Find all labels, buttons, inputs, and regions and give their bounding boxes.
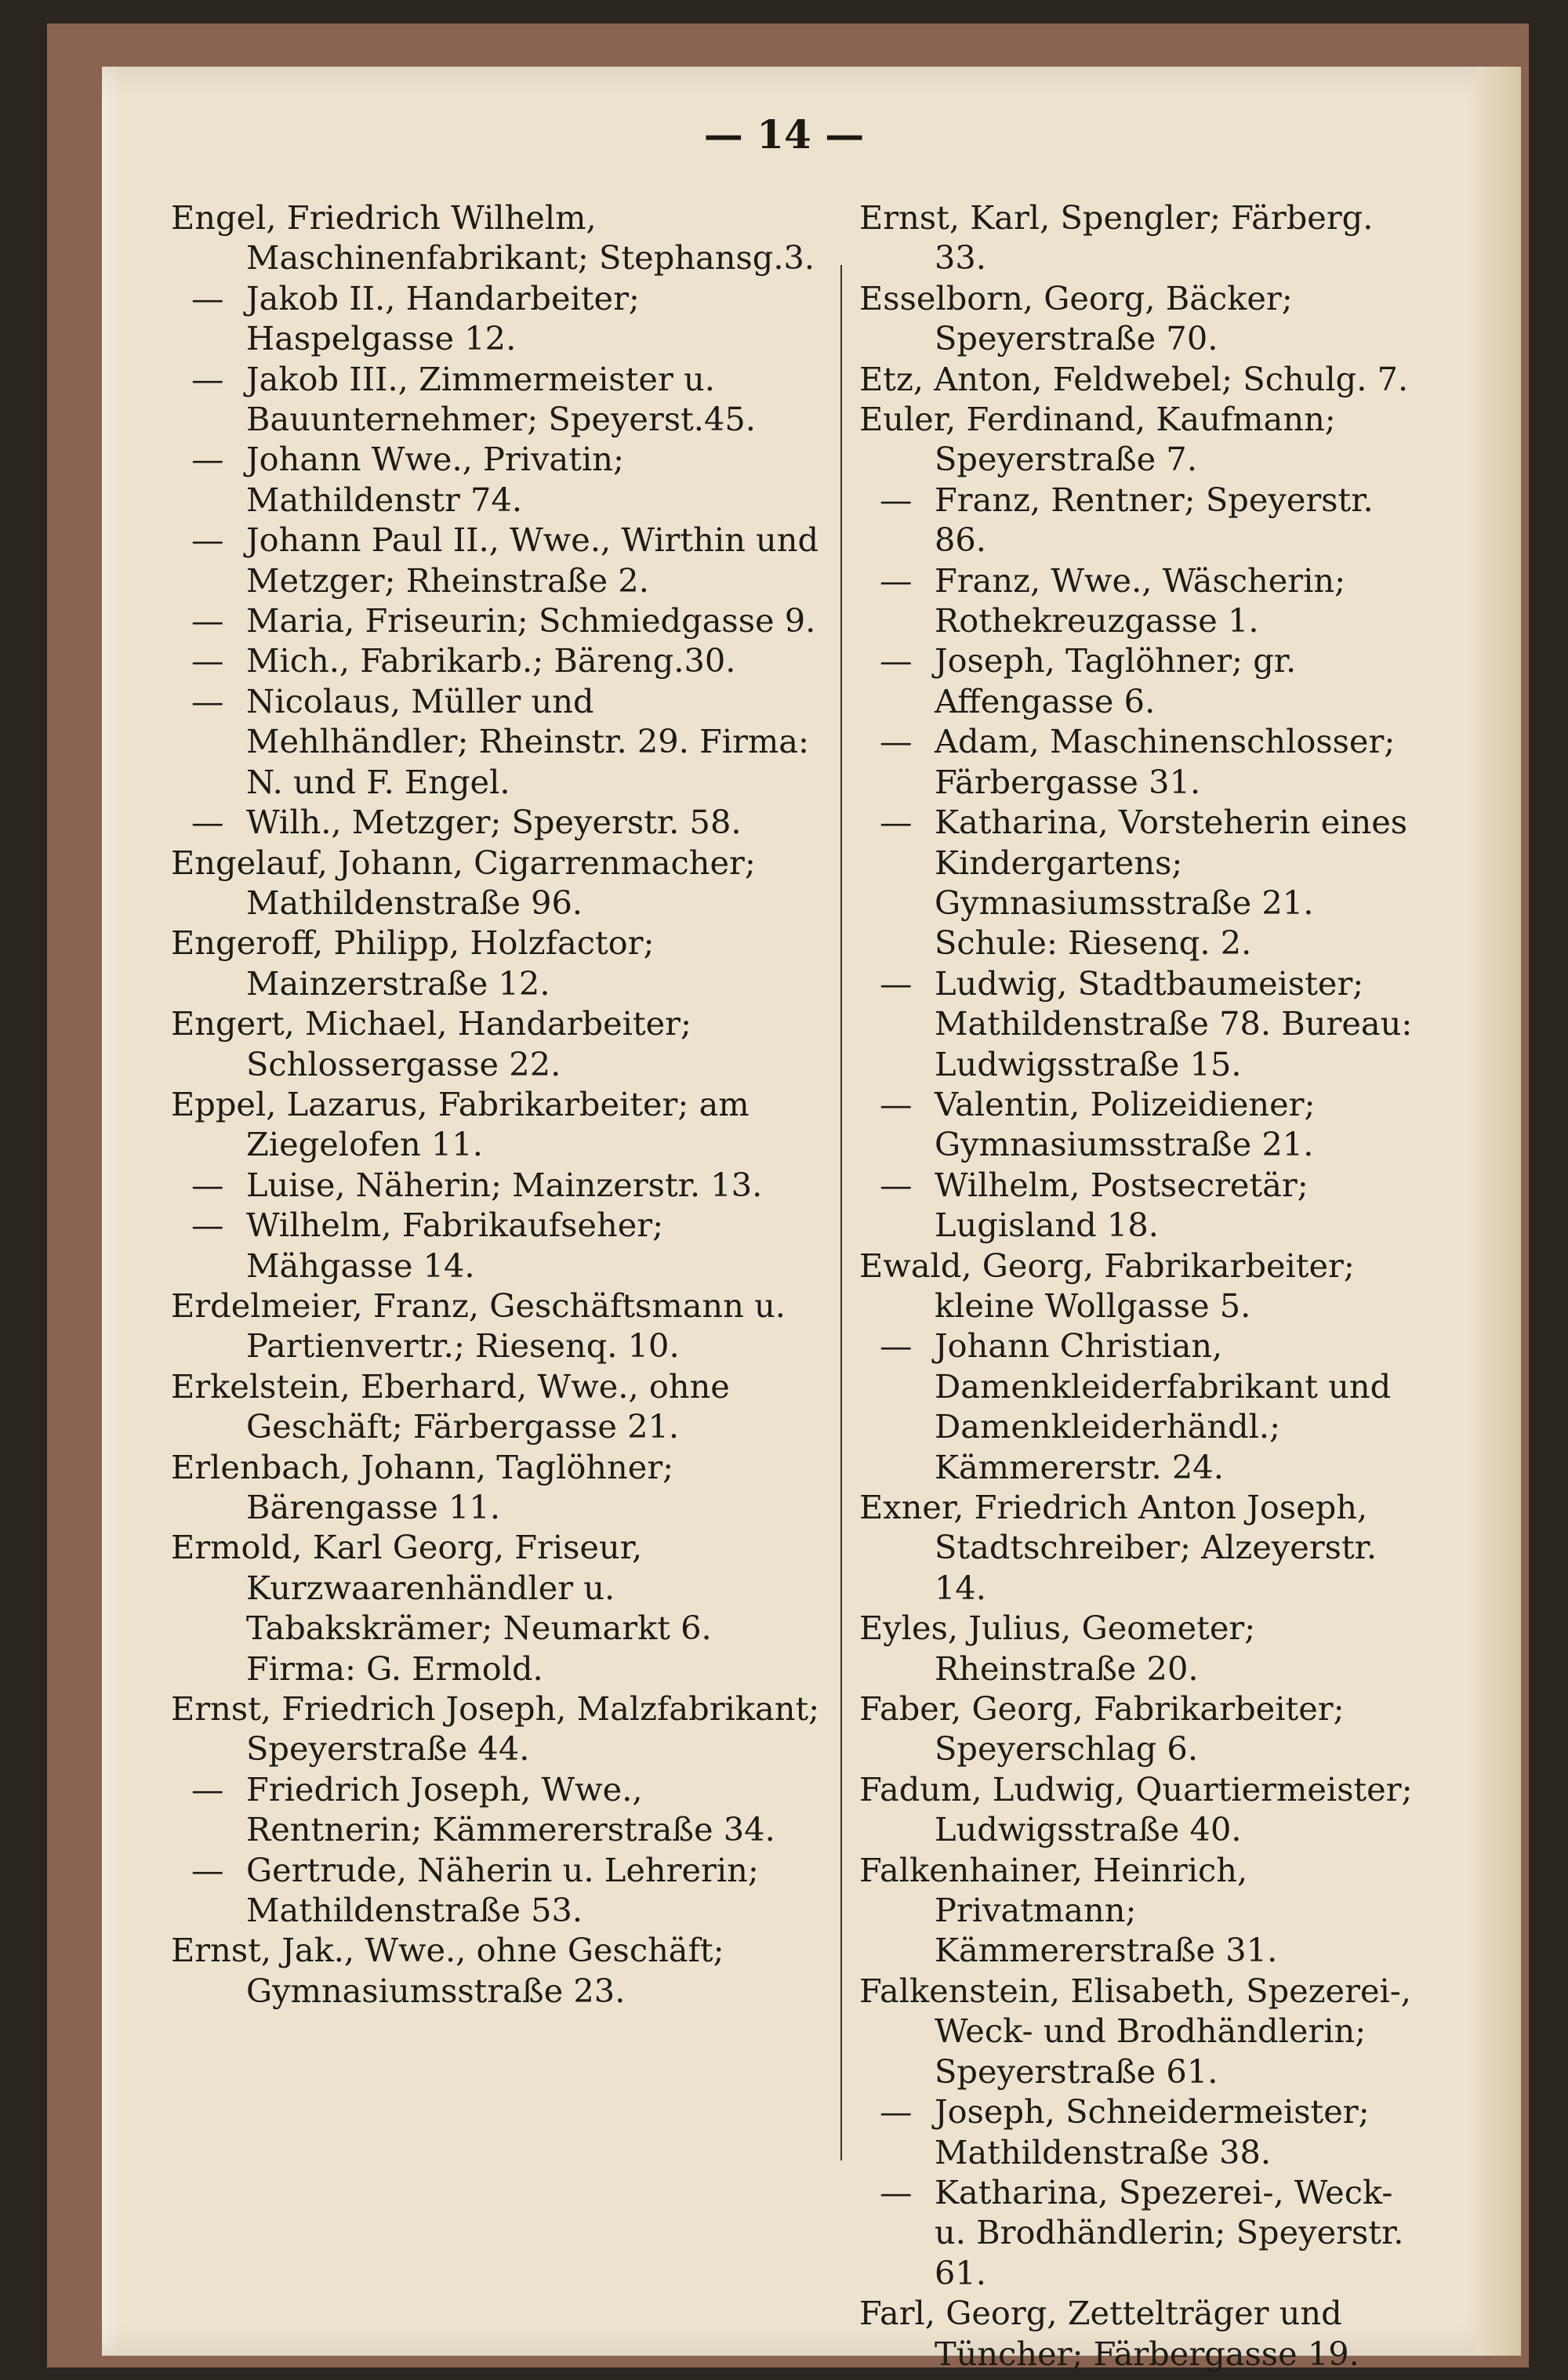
directory-entry [171, 1084, 823, 1165]
entry-text: Engelauf, Johann, Cigarrenmacher; Mathildenstraße 96. [171, 843, 756, 922]
entry-text: Euler, Ferdinand, Kaufmann; Speyerstraße 7. [859, 400, 1336, 479]
entry-text: Gertrude, Näherin u. Lehrerin; Mathildenstraße 53. [246, 1850, 759, 1930]
entry-text: Etz, Anton, Feldwebel; Schulg. 7. [859, 359, 1409, 398]
directory-sub-entry [171, 439, 823, 520]
entry-text: Joseph, Schneidermeister; Mathildenstraße 38. [935, 2092, 1370, 2171]
entry-text: Maria, Friseurin; Schmiedgasse 9. [246, 601, 816, 640]
entry-text: Wilh., Metzger; Speyerstr. 58. [246, 803, 742, 842]
directory-entry [859, 1487, 1421, 1608]
ditto-dash [171, 520, 246, 560]
directory-sub-entry [859, 1084, 1421, 1165]
directory-sub-entry [171, 278, 823, 359]
directory-entry [171, 1689, 823, 1769]
directory-sub-entry [859, 480, 1421, 561]
directory-sub-entry [859, 561, 1421, 641]
directory-entry [171, 1527, 823, 1689]
directory-entry [859, 1608, 1421, 1689]
directory-sub-entry [171, 359, 823, 440]
ditto-dash [171, 802, 246, 842]
ditto-dash [171, 1850, 246, 1890]
entry-text: Farl, Georg, Zettelträger und Tüncher; Färbergasse 19. [859, 2294, 1359, 2373]
directory-sub-entry [859, 721, 1421, 802]
entry-text: Engeroff, Philipp, Holzfactor; Mainzerstraße 12. [171, 923, 655, 1003]
entry-text: Luise, Näherin; Mainzerstr. 13. [246, 1165, 763, 1204]
directory-entry [859, 359, 1421, 399]
ditto-dash [859, 2092, 935, 2131]
directory-sub-entry [171, 802, 823, 842]
directory-entry [171, 1366, 823, 1447]
ditto-dash [859, 802, 935, 842]
entry-text: Johann Paul II., Wwe., Wirthin und Metzger; Rheinstraße 2. [246, 521, 819, 600]
directory-entry [171, 843, 823, 923]
directory-sub-entry [859, 1326, 1421, 1487]
directory-sub-entry [171, 1165, 823, 1205]
entry-text: Engert, Michael, Handarbeiter; Schlossergasse 22. [171, 1004, 691, 1083]
entry-text: Jakob III., Zimmermeister u. Bauunternehmer; Speyerst.45. [246, 359, 756, 439]
ditto-dash [859, 1326, 935, 1366]
entry-text: Fadum, Ludwig, Quartiermeister; Ludwigsstraße 40. [859, 1769, 1413, 1849]
entry-text: Jakob II., Handarbeiter; Haspelgasse 12. [246, 278, 640, 358]
entry-text: Erdelmeier, Franz, Geschäftsmann u. Partienvertr.; Riesenq. 10. [171, 1286, 786, 1366]
entry-text: Eppel, Lazarus, Fabrikarbeiter; am Ziegelofen 11. [171, 1084, 750, 1164]
directory-entry [859, 399, 1421, 480]
directory-entry [859, 2293, 1421, 2374]
entry-text: Johann Wwe., Privatin; Mathildenstr 74. [246, 440, 624, 519]
directory-entry [171, 1447, 823, 1528]
entry-text: Katharina, Spezerei-, Weck- u. Brodhändlerin; Speyerstr. 61. [935, 2172, 1404, 2292]
directory-sub-entry [171, 1205, 823, 1286]
right-column [859, 198, 1421, 2374]
left-column [171, 198, 823, 2011]
entry-text: Joseph, Taglöhner; gr. Affengasse 6. [935, 641, 1297, 720]
entry-text: Valentin, Polizeidiener; Gymnasiumsstraße 21. [935, 1084, 1316, 1164]
entry-text: Falkenstein, Elisabeth, Spezerei-, Weck- und Brodhändlerin; Speyerstraße 61. [859, 1971, 1412, 2091]
directory-entry [859, 1689, 1421, 1769]
entry-text: Wilhelm, Fabrikaufseher; Mähgasse 14. [246, 1206, 664, 1285]
directory-sub-entry [171, 1850, 823, 1931]
ditto-dash [859, 963, 935, 1003]
directory-sub-entry [171, 640, 823, 680]
entry-text: Franz, Wwe., Wäscherin; Rothekreuzgasse 1. [935, 561, 1346, 640]
entry-text: Ernst, Friedrich Joseph, Malzfabrikant; Speyerstraße 44. [171, 1689, 820, 1769]
ditto-dash [171, 439, 246, 479]
entry-text: Erkelstein, Eberhard, Wwe., ohne Geschäft; Färbergasse 21. [171, 1366, 730, 1446]
directory-sub-entry [859, 1165, 1421, 1246]
ditto-dash [171, 681, 246, 721]
entry-text: Ludwig, Stadtbaumeister; Mathildenstraße 78. Bureau: Ludwigsstraße 15. [935, 963, 1413, 1083]
entry-text: Faber, Georg, Fabrikarbeiter; Speyerschlag 6. [859, 1689, 1345, 1769]
entry-text: Friedrich Joseph, Wwe., Rentnerin; Kämmererstraße 34. [246, 1769, 775, 1849]
ditto-dash [171, 278, 246, 318]
entry-text: Ernst, Jak., Wwe., ohne Geschäft; Gymnasiumsstraße 23. [171, 1931, 724, 2010]
ditto-dash [859, 721, 935, 761]
ditto-dash [171, 600, 246, 640]
directory-entry [171, 1003, 823, 1084]
directory-entry [859, 1850, 1421, 1971]
directory-sub-entry [171, 681, 823, 802]
ditto-dash [859, 561, 935, 600]
directory-entry [859, 278, 1421, 359]
ditto-dash [859, 1084, 935, 1124]
directory-entry [171, 1286, 823, 1366]
entry-text: Ernst, Karl, Spengler; Färberg. 33. [859, 198, 1374, 278]
entry-text: Esselborn, Georg, Bäcker; Speyerstraße 70. [859, 278, 1293, 358]
directory-entry [859, 1246, 1421, 1326]
ditto-dash [171, 1769, 246, 1809]
entry-text: Exner, Friedrich Anton Joseph, Stadtschreiber; Alzeyerstr. 14. [859, 1488, 1377, 1607]
directory-sub-entry [859, 2172, 1421, 2293]
directory-entry [171, 923, 823, 1003]
ditto-dash [859, 1165, 935, 1205]
entry-text: Eyles, Julius, Geometer; Rheinstraße 20. [859, 1609, 1256, 1688]
directory-entry [171, 198, 823, 278]
directory-entry [859, 198, 1421, 278]
entry-text: Wilhelm, Postsecretär; Lugisland 18. [935, 1165, 1308, 1245]
entry-text: Katharina, Vorsteherin eines Kindergartens; Gymnasiumsstraße 21. Schule: Riesenq. 2. [935, 803, 1408, 963]
ditto-dash [859, 640, 935, 680]
page-number: — 14 — [703, 111, 865, 158]
ditto-dash [171, 359, 246, 399]
ditto-dash [859, 480, 935, 520]
directory-sub-entry [859, 802, 1421, 963]
directory-entry [859, 1971, 1421, 2092]
entry-text: Ermold, Karl Georg, Friseur, Kurzwaarenhändler u. Tabakskrämer; Neumarkt 6. Firma: G. Ermold. [171, 1528, 712, 1688]
directory-sub-entry [171, 1769, 823, 1850]
directory-sub-entry [859, 640, 1421, 721]
ditto-dash [859, 2172, 935, 2212]
directory-sub-entry [171, 600, 823, 640]
entry-text: Ewald, Georg, Fabrikarbeiter; kleine Wollgasse 5. [859, 1246, 1355, 1325]
ditto-dash [171, 1165, 246, 1205]
directory-sub-entry [859, 963, 1421, 1084]
ditto-dash [171, 1205, 246, 1245]
entry-text: Nicolaus, Müller und Mehlhändler; Rheinstr. 29. Firma: N. und F. Engel. [246, 681, 810, 801]
directory-entry [859, 1769, 1421, 1850]
column-divider [840, 265, 842, 2161]
entry-text: Falkenhainer, Heinrich, Privatmann; Kämmererstraße 31. [859, 1850, 1278, 1970]
directory-sub-entry [171, 520, 823, 600]
entry-text: Franz, Rentner; Speyerstr. 86. [935, 480, 1374, 560]
entry-text: Johann Christian, Damenkleiderfabrikant und Damenkleiderhändl.; Kämmererstr. 24. [935, 1326, 1392, 1486]
entry-text: Engel, Friedrich Wilhelm, Maschinenfabrikant; Stephansg.3. [171, 198, 815, 278]
entry-text: Adam, Maschinenschlosser; Färbergasse 31. [935, 722, 1396, 801]
ditto-dash [171, 640, 246, 680]
directory-sub-entry [859, 2092, 1421, 2172]
entry-text: Erlenbach, Johann, Taglöhner; Bärengasse 11. [171, 1447, 674, 1526]
entry-text: Mich., Fabrikarb.; Bäreng.30. [246, 641, 736, 680]
page-edge [1477, 67, 1521, 2356]
directory-entry [171, 1930, 823, 2011]
